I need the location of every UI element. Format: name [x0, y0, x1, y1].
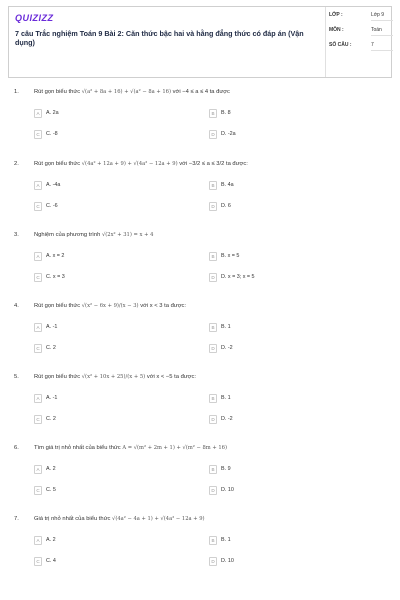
meta-row-count: [329, 42, 393, 51]
answer-option[interactable]: [209, 393, 384, 403]
option-letter-box: A: [34, 181, 42, 190]
option-letter-box: B: [209, 323, 217, 332]
option-letter-box: C: [34, 486, 42, 495]
answer-option[interactable]: [34, 485, 209, 495]
question-stem: [14, 514, 384, 524]
option-letter-box: D: [209, 130, 217, 139]
question-prefix: Nghiệm của phương trình: [34, 232, 101, 238]
question-formula: √(4a² + 12a + 9) + √(4a² − 12a + 9): [81, 161, 178, 167]
option-letter-box: D: [209, 486, 217, 495]
option-text: C. 5: [46, 487, 56, 493]
option-text: B. 1: [221, 537, 231, 543]
question-text: [34, 232, 384, 238]
question-prefix: Rút gọn biểu thức: [34, 374, 81, 380]
question-text: [34, 89, 384, 95]
question-text: [34, 445, 384, 451]
option-letter-box: C: [34, 415, 42, 424]
option-text: D. -2a: [221, 131, 236, 137]
answer-option[interactable]: [34, 272, 209, 282]
option-letter-box: A: [34, 465, 42, 474]
option-letter-box: C: [34, 202, 42, 211]
question-prefix: Rút gọn biểu thức: [34, 161, 81, 167]
option-text: B. x = 5: [221, 253, 240, 259]
option-text: C. 4: [46, 558, 56, 564]
question-number: 1.: [14, 89, 19, 95]
option-row: [14, 556, 384, 566]
question-stem: [14, 159, 384, 169]
option-row: [14, 180, 384, 190]
answer-option[interactable]: [209, 343, 384, 353]
option-text: B. 1: [221, 324, 231, 330]
option-row: [14, 485, 384, 495]
answer-option[interactable]: [209, 556, 384, 566]
option-letter-box: B: [209, 536, 217, 545]
option-text: A. -1: [46, 395, 58, 401]
option-text: B. 1: [221, 395, 231, 401]
question-number: 3.: [14, 232, 19, 238]
question-stem: [14, 372, 384, 382]
option-row: [14, 414, 384, 424]
option-text: A. x = 2: [46, 253, 65, 259]
option-letter-box: A: [34, 536, 42, 545]
answer-option[interactable]: [209, 535, 384, 545]
option-text: D. 10: [221, 487, 234, 493]
answer-option[interactable]: [34, 108, 209, 118]
meta-value: 7: [371, 42, 393, 51]
option-row: [14, 464, 384, 474]
question-number: 7.: [14, 516, 19, 522]
answer-option[interactable]: [209, 464, 384, 474]
question-formula: √(x² + 10x + 25)/(x + 5): [81, 374, 146, 380]
option-text: B. 8: [221, 110, 231, 116]
option-letter-box: B: [209, 109, 217, 118]
question-formula: √(a² + 8a + 16) + √(a² − 8a + 16): [81, 89, 171, 95]
option-letter-box: B: [209, 465, 217, 474]
question-suffix: với −4 ≤ a ≤ 4 ta được: [172, 89, 230, 95]
quizizz-logo: QUIZIZZ: [15, 13, 54, 23]
meta-label: SỐ CÂU :: [329, 42, 352, 48]
option-text: C. 2: [46, 416, 56, 422]
question-prefix: Giá trị nhỏ nhất của biểu thức: [34, 516, 111, 522]
option-text: A. 2a: [46, 110, 59, 116]
question-formula: √(x² − 6x + 9)/(x − 3): [81, 303, 139, 309]
option-text: A. -4a: [46, 182, 61, 188]
question-item: [14, 159, 384, 211]
option-row: [14, 535, 384, 545]
option-letter-box: B: [209, 181, 217, 190]
question-item: [14, 230, 384, 282]
question-prefix: Tìm giá trị nhỏ nhất của biểu thức: [34, 445, 121, 451]
option-text: B. 4a: [221, 182, 234, 188]
meta-label: LỚP :: [329, 12, 343, 18]
option-row: [14, 272, 384, 282]
question-stem: [14, 230, 384, 240]
question-prefix: Rút gọn biểu thức: [34, 303, 81, 309]
option-letter-box: C: [34, 557, 42, 566]
option-row: [14, 201, 384, 211]
option-letter-box: C: [34, 344, 42, 353]
question-stem: [14, 443, 384, 453]
meta-value: Lớp 9: [371, 12, 393, 21]
worksheet-title: 7 câu Trắc nghiệm Toán 9 Bài 2: Căn thức bậc hai và hằng đẳng thức có đáp án (Vận dụng): [15, 29, 304, 47]
question-number: 5.: [14, 374, 19, 380]
meta-row-subject: [329, 27, 393, 36]
question-stem: [14, 301, 384, 311]
option-text: C. x = 3: [46, 274, 65, 280]
option-letter-box: D: [209, 273, 217, 282]
option-text: D. -2: [221, 345, 233, 351]
header-divider: [325, 7, 326, 77]
question-suffix: với −3/2 ≤ a ≤ 3/2 ta được:: [179, 161, 248, 167]
question-prefix: Rút gọn biểu thức: [34, 89, 81, 95]
option-text: A. -1: [46, 324, 58, 330]
question-number: 4.: [14, 303, 19, 309]
option-letter-box: C: [34, 273, 42, 282]
question-suffix: với x < −5 ta được:: [146, 374, 196, 380]
question-stem: [14, 87, 384, 97]
option-letter-box: B: [209, 252, 217, 261]
question-formula: √(4a² − 4a + 1) + √(4a² − 12a + 9): [112, 516, 205, 522]
answer-option[interactable]: [209, 485, 384, 495]
option-letter-box: C: [34, 130, 42, 139]
option-row: [14, 129, 384, 139]
answer-option[interactable]: [34, 414, 209, 424]
answer-option[interactable]: [34, 129, 209, 139]
header-left: [15, 13, 325, 47]
question-item: [14, 372, 384, 424]
option-letter-box: D: [209, 557, 217, 566]
answer-option[interactable]: [209, 414, 384, 424]
answer-option[interactable]: [209, 272, 384, 282]
option-letter-box: A: [34, 252, 42, 261]
option-text: A. 2: [46, 466, 56, 472]
option-text: C. -8: [46, 131, 58, 137]
option-text: D. -2: [221, 416, 233, 422]
question-item: [14, 301, 384, 353]
answer-option[interactable]: [34, 180, 209, 190]
question-item: [14, 514, 384, 566]
header-meta: [329, 12, 393, 57]
answer-option[interactable]: [34, 393, 209, 403]
option-text: C. -6: [46, 203, 58, 209]
option-row: [14, 393, 384, 403]
meta-label: MÔN :: [329, 27, 344, 33]
option-letter-box: D: [209, 344, 217, 353]
question-number: 2.: [14, 161, 19, 167]
option-text: A. 2: [46, 537, 56, 543]
answer-option[interactable]: [34, 343, 209, 353]
meta-value: Toán: [371, 27, 393, 36]
option-letter-box: D: [209, 415, 217, 424]
question-formula: A = √(m² + 2m + 1) + √(m² − 8m + 16): [122, 445, 227, 451]
option-letter-box: A: [34, 394, 42, 403]
option-text: D. 6: [221, 203, 231, 209]
question-formula: √(2x² + 31) = x + 4: [101, 232, 154, 238]
question-text: [34, 303, 384, 309]
answer-option[interactable]: [209, 108, 384, 118]
option-letter-box: D: [209, 202, 217, 211]
option-text: C. 2: [46, 345, 56, 351]
option-letter-box: A: [34, 323, 42, 332]
question-text: [34, 516, 384, 522]
answer-option[interactable]: [209, 201, 384, 211]
question-suffix: với x < 3 ta được:: [140, 303, 187, 309]
answer-option[interactable]: [209, 129, 384, 139]
question-number: 6.: [14, 445, 19, 451]
option-letter-box: A: [34, 109, 42, 118]
question-item: [14, 443, 384, 495]
answer-option[interactable]: [34, 556, 209, 566]
question-item: [14, 87, 384, 139]
answer-option[interactable]: [209, 251, 384, 261]
question-text: [34, 374, 384, 380]
option-text: D. x = 3; x = 5: [221, 274, 255, 280]
worksheet-header: [8, 6, 392, 78]
answer-option[interactable]: [34, 535, 209, 545]
option-text: D. 10: [221, 558, 234, 564]
answer-option[interactable]: [34, 464, 209, 474]
option-row: [14, 343, 384, 353]
question-text: [34, 161, 384, 167]
answer-option[interactable]: [34, 201, 209, 211]
option-row: [14, 322, 384, 332]
meta-row-class: [329, 12, 393, 21]
answer-option[interactable]: [34, 251, 209, 261]
option-letter-box: B: [209, 394, 217, 403]
answer-option[interactable]: [209, 322, 384, 332]
option-text: B. 9: [221, 466, 231, 472]
option-row: [14, 251, 384, 261]
option-row: [14, 108, 384, 118]
answer-option[interactable]: [209, 180, 384, 190]
answer-option[interactable]: [34, 322, 209, 332]
